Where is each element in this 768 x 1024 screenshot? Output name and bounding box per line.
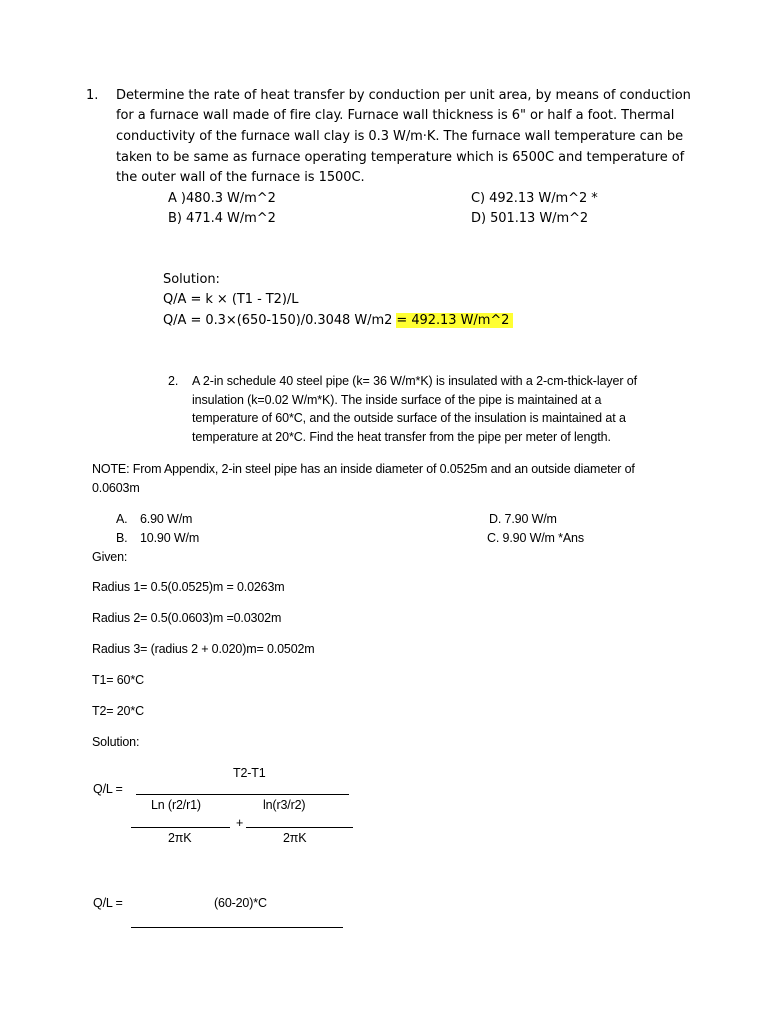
q2-number: 2. — [168, 374, 179, 388]
q1-line-3: conductivity of the furnace wall clay is 0.3 W/m·K. The furnace wall temperature can be — [116, 129, 684, 144]
q2-formula-ln1: Ln (r2/r1) — [151, 798, 201, 812]
q2-formula-lhs: Q/L = — [93, 782, 123, 796]
q2-formula-den1: 2πK — [168, 831, 192, 845]
q2-solution-label: Solution: — [92, 735, 140, 749]
q1-number: 1. — [86, 88, 99, 103]
q1-choice-a: A )480.3 W/m^2 — [168, 191, 276, 206]
q2-choice-c: C. 9.90 W/m *Ans — [487, 531, 584, 545]
q1-calculation-text: Q/A = 0.3×(650-150)/0.3048 W/m2 — [163, 313, 397, 328]
q2-formula2-numerator: (60-20)*C — [214, 896, 267, 910]
q1-answer-highlight: = 492.13 W/m^2 — [396, 313, 513, 328]
q2-line-4: temperature at 20*C. Find the heat transfer from the pipe per meter of length. — [192, 430, 611, 444]
q2-choice-a-letter: A. — [116, 512, 128, 526]
q1-solution-label: Solution: — [163, 272, 220, 287]
q2-line-3: temperature of 60*C, and the outside surface of the insulation is maintained at a — [192, 411, 626, 425]
q1-formula: Q/A = k × (T1 - T2)/L — [163, 292, 299, 307]
q1-line-5: the outer wall of the furnace is 1500C. — [116, 170, 365, 185]
q1-line-2: for a furnace wall made of fire clay. Furnace wall thickness is 6" or half a foot. Thermal — [116, 108, 675, 123]
q2-formula-numerator: T2-T1 — [233, 766, 266, 780]
q2-formula2-lhs: Q/L = — [93, 896, 123, 910]
q2-sub-fraction-bar-2 — [246, 827, 353, 828]
q1-choice-c: C) 492.13 W/m^2 * — [471, 191, 598, 206]
q2-given-t2: T2= 20*C — [92, 704, 144, 718]
q2-formula-plus: + — [236, 816, 244, 830]
q2-note-line-2: 0.0603m — [92, 481, 140, 495]
q2-formula-ln2: ln(r3/r2) — [263, 798, 306, 812]
q2-given-radius-3: Radius 3= (radius 2 + 0.020)m= 0.0502m — [92, 642, 315, 656]
q2-choice-b: 10.90 W/m — [140, 531, 200, 545]
q2-formula2-fraction-bar — [131, 927, 343, 928]
q2-note-line-1: NOTE: From Appendix, 2-in steel pipe has an inside diameter of 0.0525m and an outside diameter of — [92, 462, 635, 476]
q2-given-label: Given: — [92, 550, 128, 564]
q2-given-radius-1: Radius 1= 0.5(0.0525)m = 0.0263m — [92, 580, 285, 594]
q1-choice-d: D) 501.13 W/m^2 — [471, 211, 589, 226]
q2-choice-d: D. 7.90 W/m — [489, 512, 557, 526]
q2-main-fraction-bar — [136, 794, 349, 795]
q2-choice-b-letter: B. — [116, 531, 128, 545]
q2-formula-den2: 2πK — [283, 831, 307, 845]
q2-sub-fraction-bar-1 — [131, 827, 230, 828]
q2-line-1: A 2-in schedule 40 steel pipe (k= 36 W/m*K) is insulated with a 2-cm-thick-layer of — [192, 374, 638, 388]
q2-given-t1: T1= 60*C — [92, 673, 144, 687]
q1-line-4: taken to be same as furnace operating temperature which is 6500C and temperature of — [116, 150, 685, 165]
q1-choice-b: B) 471.4 W/m^2 — [168, 211, 276, 226]
q1-calculation — [163, 313, 513, 328]
q1-line-1: Determine the rate of heat transfer by conduction per unit area, by means of conduction — [116, 88, 691, 103]
q2-given-radius-2: Radius 2= 0.5(0.0603)m =0.0302m — [92, 611, 282, 625]
q2-line-2: insulation (k=0.02 W/m*K). The inside surface of the pipe is maintained at a — [192, 393, 602, 407]
q2-choice-a: 6.90 W/m — [140, 512, 193, 526]
